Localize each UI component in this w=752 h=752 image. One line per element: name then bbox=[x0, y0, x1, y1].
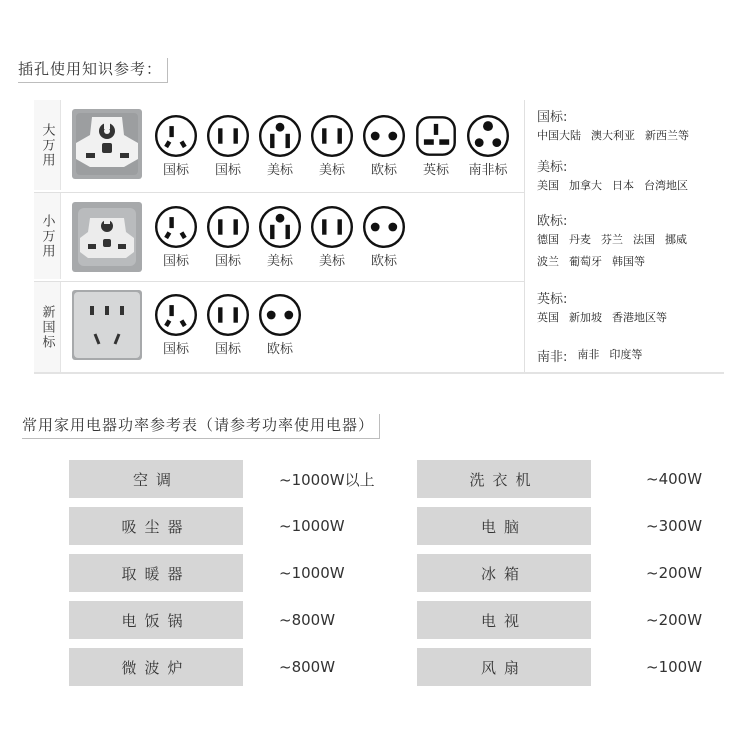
region-countries bbox=[537, 229, 727, 273]
plug-yingbiao-icon bbox=[412, 114, 460, 178]
plug-guobiao-icon bbox=[152, 205, 200, 269]
plug-nanfei-icon bbox=[464, 114, 512, 178]
appliance-power-cell: ~800W bbox=[279, 611, 336, 629]
title-corner-line bbox=[379, 414, 380, 439]
country: 美国 bbox=[537, 179, 559, 192]
country: 韩国等 bbox=[612, 255, 645, 268]
region-countries bbox=[537, 125, 699, 147]
plug-standard-label: 国标 bbox=[162, 342, 189, 357]
plug-standard-label: 英标 bbox=[422, 163, 449, 178]
appliance-name-cell bbox=[417, 554, 591, 592]
country: 新加坡 bbox=[569, 311, 602, 324]
country: 中国大陆 bbox=[537, 129, 581, 142]
plug-guobiao-icon bbox=[152, 114, 200, 178]
row-divider bbox=[34, 192, 524, 193]
plug-standard-label: 国标 bbox=[214, 342, 241, 357]
appliance-name-cell bbox=[69, 648, 243, 686]
plug-standard-label: 国标 bbox=[162, 254, 189, 269]
row-label-xin-guobiao bbox=[34, 282, 61, 372]
country: 澳大利亚 bbox=[591, 129, 635, 142]
plug-meibiao3-icon bbox=[256, 114, 304, 178]
appliance-name-cell bbox=[417, 648, 591, 686]
region-name: 英标: bbox=[537, 292, 568, 307]
universal-socket-large-image bbox=[72, 109, 142, 179]
plug-guobiao2-icon bbox=[204, 293, 252, 357]
appliance-name: 电饭锅 bbox=[121, 611, 191, 630]
appliance-name: 微波炉 bbox=[121, 658, 191, 677]
plug-standard-label: 欧标 bbox=[370, 163, 397, 178]
country: 德国 bbox=[537, 233, 559, 246]
new-standard-socket-image bbox=[72, 290, 142, 360]
appliance-power-cell: ~200W bbox=[646, 564, 703, 582]
country: 法国 bbox=[633, 233, 655, 246]
plug-guobiao-icon bbox=[152, 293, 200, 357]
region-name: 国标: bbox=[537, 110, 568, 125]
region-name: 美标: bbox=[537, 160, 568, 175]
appliance-name-cell bbox=[69, 507, 243, 545]
plug-standard-label: 美标 bbox=[266, 163, 293, 178]
plug-meibiao3-icon bbox=[256, 205, 304, 269]
country: 英国 bbox=[537, 311, 559, 324]
appliance-power-cell: ~800W bbox=[279, 658, 336, 676]
plug-standard-label: 美标 bbox=[266, 254, 293, 269]
column-divider bbox=[524, 100, 525, 372]
country: 印度等 bbox=[609, 348, 643, 361]
plug-meibiao2-icon bbox=[308, 205, 356, 269]
universal-socket-small-image bbox=[72, 202, 142, 272]
plug-standard-label: 南非标 bbox=[468, 163, 508, 178]
appliance-name-cell bbox=[69, 601, 243, 639]
appliance-name-cell bbox=[417, 507, 591, 545]
appliance-name-cell bbox=[417, 601, 591, 639]
country: 加拿大 bbox=[569, 179, 602, 192]
plug-standard-label: 欧标 bbox=[370, 254, 397, 269]
country: 挪威 bbox=[665, 233, 687, 246]
section-title-text: 常用家用电器功率参考表（请参考功率使用电器） bbox=[22, 416, 375, 434]
country: 丹麦 bbox=[569, 233, 591, 246]
plug-oubiao-icon bbox=[256, 293, 304, 357]
row-label-text: 小万用 bbox=[39, 213, 55, 259]
appliance-name: 风扇 bbox=[480, 658, 527, 677]
socket-reference-table bbox=[34, 100, 724, 374]
row-label-xiao-wanyong bbox=[34, 193, 61, 279]
region-name: 欧标: bbox=[537, 214, 568, 229]
region-oubiao bbox=[537, 210, 727, 273]
region-yingbiao bbox=[537, 288, 677, 329]
plug-standard-label: 国标 bbox=[214, 163, 241, 178]
region-meibiao bbox=[537, 156, 698, 197]
appliance-name: 洗衣机 bbox=[469, 470, 539, 489]
appliance-name-cell bbox=[69, 460, 243, 498]
country: 台湾地区 bbox=[644, 179, 688, 192]
appliance-name: 电脑 bbox=[480, 517, 527, 536]
country: 新西兰等 bbox=[645, 129, 689, 142]
appliance-name-cell bbox=[417, 460, 591, 498]
country: 波兰 bbox=[537, 255, 559, 268]
appliance-name: 吸尘器 bbox=[121, 517, 191, 536]
plug-oubiao-icon bbox=[360, 205, 408, 269]
appliance-name: 电视 bbox=[480, 611, 527, 630]
region-countries bbox=[537, 307, 677, 329]
region-name: 南非: bbox=[537, 349, 568, 365]
appliance-power-cell: ~1000W以上 bbox=[279, 470, 375, 489]
appliance-power-cell: ~200W bbox=[646, 611, 703, 629]
plug-guobiao2-icon bbox=[204, 114, 252, 178]
row-label-text: 大万用 bbox=[39, 122, 55, 168]
title-corner-line bbox=[167, 58, 168, 83]
region-guobiao bbox=[537, 106, 699, 147]
plug-standard-label: 国标 bbox=[162, 163, 189, 178]
appliance-name: 取暖器 bbox=[121, 564, 191, 583]
plug-standard-label: 美标 bbox=[318, 254, 345, 269]
section-title-text: 插孔使用知识参考： bbox=[18, 60, 163, 78]
appliance-name-cell bbox=[69, 554, 243, 592]
country: 芬兰 bbox=[601, 233, 623, 246]
appliance-power-cell: ~1000W bbox=[279, 517, 345, 535]
plug-standard-label: 国标 bbox=[214, 254, 241, 269]
plug-standard-label: 欧标 bbox=[266, 342, 293, 357]
country: 葡萄牙 bbox=[569, 255, 602, 268]
row-divider bbox=[34, 281, 524, 282]
row-label-da-wanyong bbox=[34, 100, 61, 190]
appliance-power-cell: ~100W bbox=[646, 658, 703, 676]
appliance-name: 冰箱 bbox=[480, 564, 527, 583]
plug-standard-label: 美标 bbox=[318, 163, 345, 178]
appliance-name: 空调 bbox=[132, 470, 179, 489]
plug-meibiao2-icon bbox=[308, 114, 356, 178]
country: 日本 bbox=[612, 179, 634, 192]
country: 香港地区等 bbox=[612, 311, 667, 324]
country: 南非 bbox=[577, 348, 600, 361]
appliance-power-cell: ~300W bbox=[646, 517, 703, 535]
region-countries bbox=[537, 175, 698, 197]
section-title-power-table bbox=[22, 414, 380, 439]
row-label-text: 新国标 bbox=[39, 304, 55, 350]
region-countries bbox=[577, 344, 652, 366]
plug-oubiao-icon bbox=[360, 114, 408, 178]
region-nanfei bbox=[537, 344, 652, 366]
section-title-socket-guide bbox=[18, 58, 168, 83]
plug-guobiao2-icon bbox=[204, 205, 252, 269]
appliance-power-cell: ~400W bbox=[646, 470, 703, 488]
appliance-power-cell: ~1000W bbox=[279, 564, 345, 582]
